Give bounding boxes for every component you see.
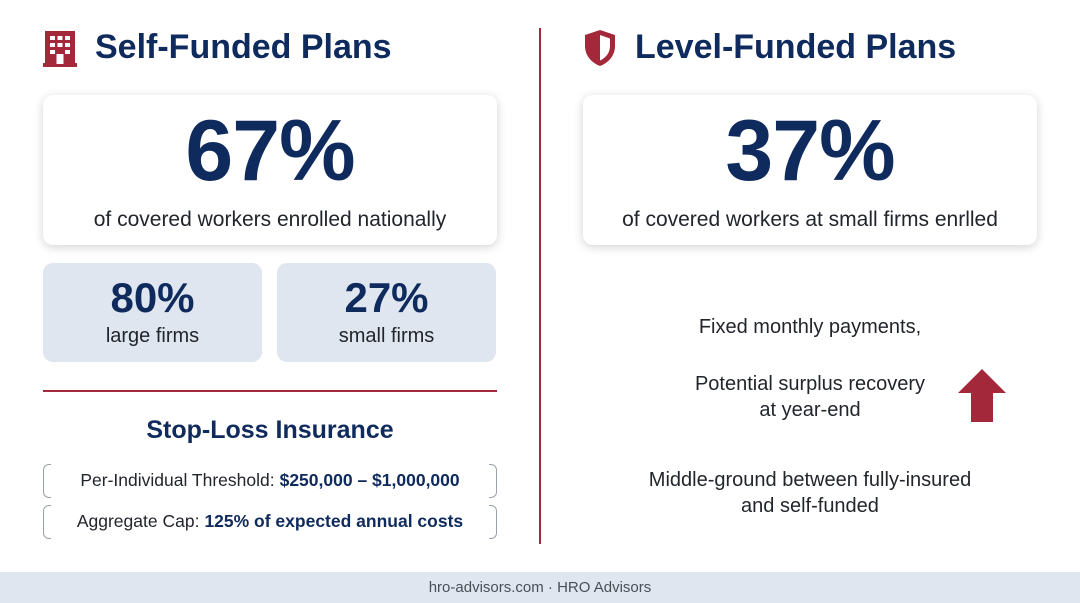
large-firms-value: 80% [110, 274, 195, 321]
feature-text-line1: Middle-ground between fully-insured [648, 469, 972, 491]
section-divider [43, 390, 497, 392]
main-stat-value: 37% [725, 103, 895, 199]
level-funded-title [583, 28, 956, 67]
building-icon [43, 29, 77, 67]
national-enrollment-card [43, 95, 497, 245]
footer-text: hro-advisors.com · HRO Advisors [428, 579, 652, 596]
small-firm-enrollment-card [583, 95, 1037, 245]
threshold-label: Per-Individual Threshold: [80, 469, 275, 490]
title-text: Level-Funded Plans [635, 28, 957, 66]
feature-text-line1: Potential surplus recovery [694, 373, 926, 395]
column-divider [539, 28, 541, 544]
aggregate-value: 125% of expected annual costs [204, 510, 464, 531]
feature-text-line2: at year-end [759, 399, 861, 421]
aggregate-label: Aggregate Cap: [76, 510, 200, 531]
feature-text-line2: and self-funded [741, 495, 879, 517]
small-firms-card [277, 263, 496, 362]
large-firms-card [43, 263, 262, 362]
small-firms-value: 27% [344, 274, 429, 321]
main-stat-caption: of covered workers enrolled nationally [93, 208, 447, 231]
small-firms-label: small firms [338, 325, 435, 347]
feature-text: Fixed monthly payments, [698, 316, 922, 338]
footer [0, 572, 1080, 603]
shield-icon [583, 29, 617, 67]
aggregate-cap [43, 505, 497, 537]
threshold-value: $250,000 – $1,000,000 [279, 469, 460, 490]
feature-fixed-payments [583, 314, 1037, 340]
feature-middle-ground [583, 467, 1037, 519]
arrow-up-icon [958, 369, 1006, 427]
main-stat-caption: of covered workers at small firms enrlled [622, 208, 998, 231]
large-firms-label: large firms [105, 325, 200, 347]
stop-loss-title: Stop-Loss Insurance [146, 416, 394, 444]
main-stat-value: 67% [185, 103, 355, 199]
self-funded-title [43, 28, 392, 67]
per-individual-threshold [43, 464, 497, 496]
title-text: Self-Funded Plans [95, 28, 392, 66]
